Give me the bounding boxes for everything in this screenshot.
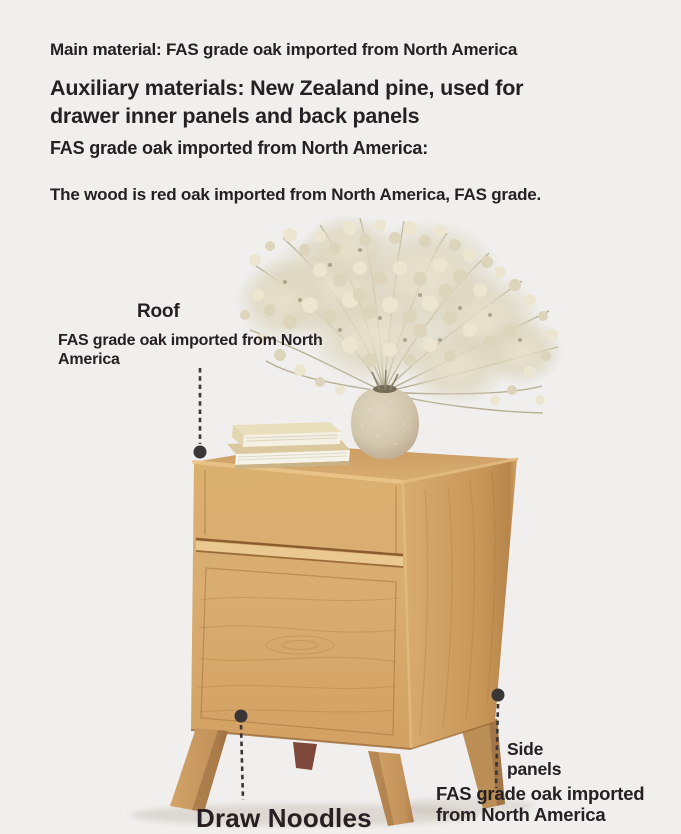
oak-heading-text: FAS grade oak imported from North America: xyxy=(50,138,429,158)
nightstand xyxy=(170,445,517,826)
roof-callout-title: Roof xyxy=(137,301,180,322)
main-material-text: Main material: FAS grade oak imported from North America xyxy=(50,40,518,59)
side-pointer-dot xyxy=(492,689,505,702)
roof-pointer-dot xyxy=(194,446,207,459)
roof-callout-material: FAS grade oak imported from North America xyxy=(58,332,323,368)
flower-bouquet xyxy=(235,214,563,413)
drawer-pointer-dot xyxy=(235,710,248,723)
cabinet-front xyxy=(191,462,411,749)
auxiliary-materials-text: Auxiliary materials: New Zealand pine, used for drawer inner panels and back panels xyxy=(50,76,524,128)
drawer-pointer-line xyxy=(241,725,243,800)
books xyxy=(227,422,350,469)
drawer-callout-title: Draw Noodles xyxy=(196,803,372,833)
front-left-leg xyxy=(170,728,228,812)
cabinet-side-panel xyxy=(403,459,517,749)
side-panels-callout-title: Side panels xyxy=(507,739,562,779)
back-leg xyxy=(293,742,317,770)
side-panels-callout-material: FAS grade oak imported from North America xyxy=(436,783,645,825)
oak-description-text: The wood is red oak imported from North America, FAS grade. xyxy=(50,185,542,204)
